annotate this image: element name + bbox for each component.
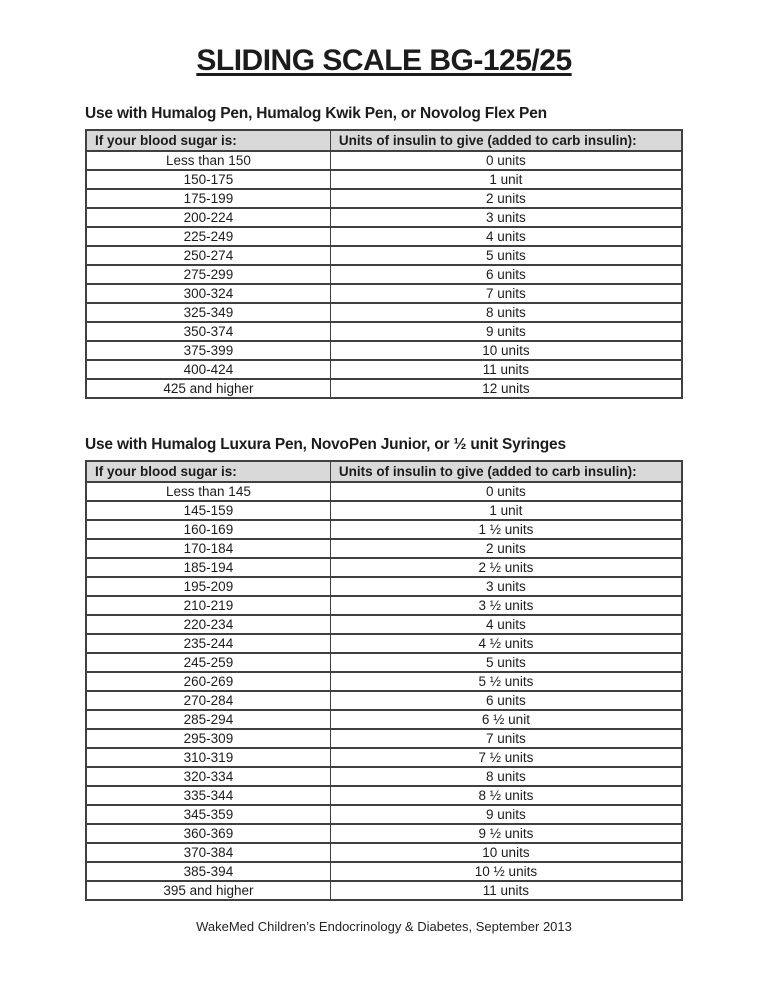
blood-sugar-range-cell: 150-175	[86, 170, 330, 189]
table-row	[86, 672, 682, 691]
table-row	[86, 577, 682, 596]
blood-sugar-range-cell: 375-399	[86, 341, 330, 360]
blood-sugar-range-cell: 185-194	[86, 558, 330, 577]
table-row	[86, 322, 682, 341]
blood-sugar-range-cell: 300-324	[86, 284, 330, 303]
blood-sugar-range-cell: 310-319	[86, 748, 330, 767]
blood-sugar-range-cell: Less than 145	[86, 482, 330, 501]
blood-sugar-range-cell: 225-249	[86, 227, 330, 246]
insulin-units-cell: 7 ½ units	[330, 748, 682, 767]
table-row	[86, 360, 682, 379]
table-row	[86, 710, 682, 729]
blood-sugar-column-header: If your blood sugar is:	[86, 461, 330, 482]
blood-sugar-range-cell: 395 and higher	[86, 881, 330, 900]
blood-sugar-range-cell: 400-424	[86, 360, 330, 379]
blood-sugar-range-cell: 335-344	[86, 786, 330, 805]
table-row	[86, 805, 682, 824]
table-caption-pen: Use with Humalog Pen, Humalog Kwik Pen, or Novolog Flex Pen	[85, 105, 547, 122]
table-row	[86, 558, 682, 577]
insulin-units-cell: 11 units	[330, 360, 682, 379]
insulin-units-cell: 0 units	[330, 482, 682, 501]
header-row	[86, 130, 682, 151]
blood-sugar-range-cell: 360-369	[86, 824, 330, 843]
table-row	[86, 246, 682, 265]
table-row	[86, 615, 682, 634]
table-row	[86, 881, 682, 900]
insulin-units-cell: 9 ½ units	[330, 824, 682, 843]
page-title: SLIDING SCALE BG-125/25	[196, 44, 572, 77]
table-row	[86, 824, 682, 843]
table-row	[86, 189, 682, 208]
insulin-table-pen	[85, 129, 683, 399]
insulin-units-cell: 1 unit	[330, 170, 682, 189]
insulin-units-cell: 5 ½ units	[330, 672, 682, 691]
blood-sugar-range-cell: 175-199	[86, 189, 330, 208]
insulin-units-cell: 1 ½ units	[330, 520, 682, 539]
header-row	[86, 461, 682, 482]
insulin-units-cell: 12 units	[330, 379, 682, 398]
insulin-units-cell: 0 units	[330, 151, 682, 170]
insulin-units-cell: 2 units	[330, 539, 682, 558]
table-row	[86, 284, 682, 303]
insulin-table-half-unit	[85, 460, 683, 901]
units-column-header: Units of insulin to give (added to carb insulin):	[330, 130, 682, 151]
insulin-units-cell: 3 units	[330, 577, 682, 596]
table-row	[86, 767, 682, 786]
blood-sugar-range-cell: 260-269	[86, 672, 330, 691]
insulin-units-cell: 6 units	[330, 691, 682, 710]
insulin-units-cell: 5 units	[330, 653, 682, 672]
table-row	[86, 265, 682, 284]
insulin-units-cell: 9 units	[330, 805, 682, 824]
blood-sugar-range-cell: 275-299	[86, 265, 330, 284]
table-row	[86, 520, 682, 539]
insulin-units-cell: 5 units	[330, 246, 682, 265]
table-section-pen	[85, 104, 683, 399]
table-row	[86, 691, 682, 710]
blood-sugar-range-cell: 370-384	[86, 843, 330, 862]
table-row	[86, 151, 682, 170]
footer-text: WakeMed Children’s Endocrinology & Diabetes, September 2013	[196, 919, 572, 934]
blood-sugar-range-cell: 345-359	[86, 805, 330, 824]
blood-sugar-range-cell: 325-349	[86, 303, 330, 322]
blood-sugar-range-cell: 320-334	[86, 767, 330, 786]
table-row	[86, 501, 682, 520]
blood-sugar-range-cell: 145-159	[86, 501, 330, 520]
insulin-units-cell: 4 units	[330, 615, 682, 634]
blood-sugar-range-cell: 195-209	[86, 577, 330, 596]
table-caption-half-unit: Use with Humalog Luxura Pen, NovoPen Junior, or ½ unit Syringes	[85, 436, 566, 453]
table-row	[86, 208, 682, 227]
insulin-units-cell: 8 units	[330, 303, 682, 322]
blood-sugar-range-cell: 285-294	[86, 710, 330, 729]
table-row	[86, 653, 682, 672]
table-row	[86, 748, 682, 767]
table-row	[86, 227, 682, 246]
blood-sugar-range-cell: 220-234	[86, 615, 330, 634]
table-row	[86, 634, 682, 653]
insulin-units-cell: 6 ½ unit	[330, 710, 682, 729]
blood-sugar-range-cell: 170-184	[86, 539, 330, 558]
insulin-units-cell: 10 units	[330, 843, 682, 862]
insulin-units-cell: 2 units	[330, 189, 682, 208]
table-row	[86, 596, 682, 615]
blood-sugar-range-cell: 235-244	[86, 634, 330, 653]
insulin-units-cell: 7 units	[330, 284, 682, 303]
table-section-half-unit	[85, 435, 683, 901]
table-row	[86, 786, 682, 805]
blood-sugar-column-header: If your blood sugar is:	[86, 130, 330, 151]
insulin-units-cell: 8 ½ units	[330, 786, 682, 805]
blood-sugar-range-cell: 270-284	[86, 691, 330, 710]
insulin-units-cell: 3 units	[330, 208, 682, 227]
insulin-units-cell: 4 ½ units	[330, 634, 682, 653]
table-row	[86, 341, 682, 360]
blood-sugar-range-cell: 425 and higher	[86, 379, 330, 398]
blood-sugar-range-cell: Less than 150	[86, 151, 330, 170]
blood-sugar-range-cell: 250-274	[86, 246, 330, 265]
blood-sugar-range-cell: 210-219	[86, 596, 330, 615]
table-row	[86, 379, 682, 398]
table-row	[86, 862, 682, 881]
insulin-units-cell: 6 units	[330, 265, 682, 284]
table-row	[86, 729, 682, 748]
insulin-units-cell: 9 units	[330, 322, 682, 341]
insulin-units-cell: 1 unit	[330, 501, 682, 520]
blood-sugar-range-cell: 350-374	[86, 322, 330, 341]
table-row	[86, 539, 682, 558]
units-column-header: Units of insulin to give (added to carb insulin):	[330, 461, 682, 482]
blood-sugar-range-cell: 295-309	[86, 729, 330, 748]
insulin-units-cell: 3 ½ units	[330, 596, 682, 615]
blood-sugar-range-cell: 200-224	[86, 208, 330, 227]
insulin-units-cell: 11 units	[330, 881, 682, 900]
insulin-units-cell: 10 ½ units	[330, 862, 682, 881]
insulin-units-cell: 7 units	[330, 729, 682, 748]
table-row	[86, 170, 682, 189]
insulin-units-cell: 4 units	[330, 227, 682, 246]
insulin-units-cell: 2 ½ units	[330, 558, 682, 577]
blood-sugar-range-cell: 160-169	[86, 520, 330, 539]
table-row	[86, 843, 682, 862]
blood-sugar-range-cell: 385-394	[86, 862, 330, 881]
blood-sugar-range-cell: 245-259	[86, 653, 330, 672]
table-row	[86, 303, 682, 322]
table-row	[86, 482, 682, 501]
insulin-units-cell: 10 units	[330, 341, 682, 360]
insulin-units-cell: 8 units	[330, 767, 682, 786]
